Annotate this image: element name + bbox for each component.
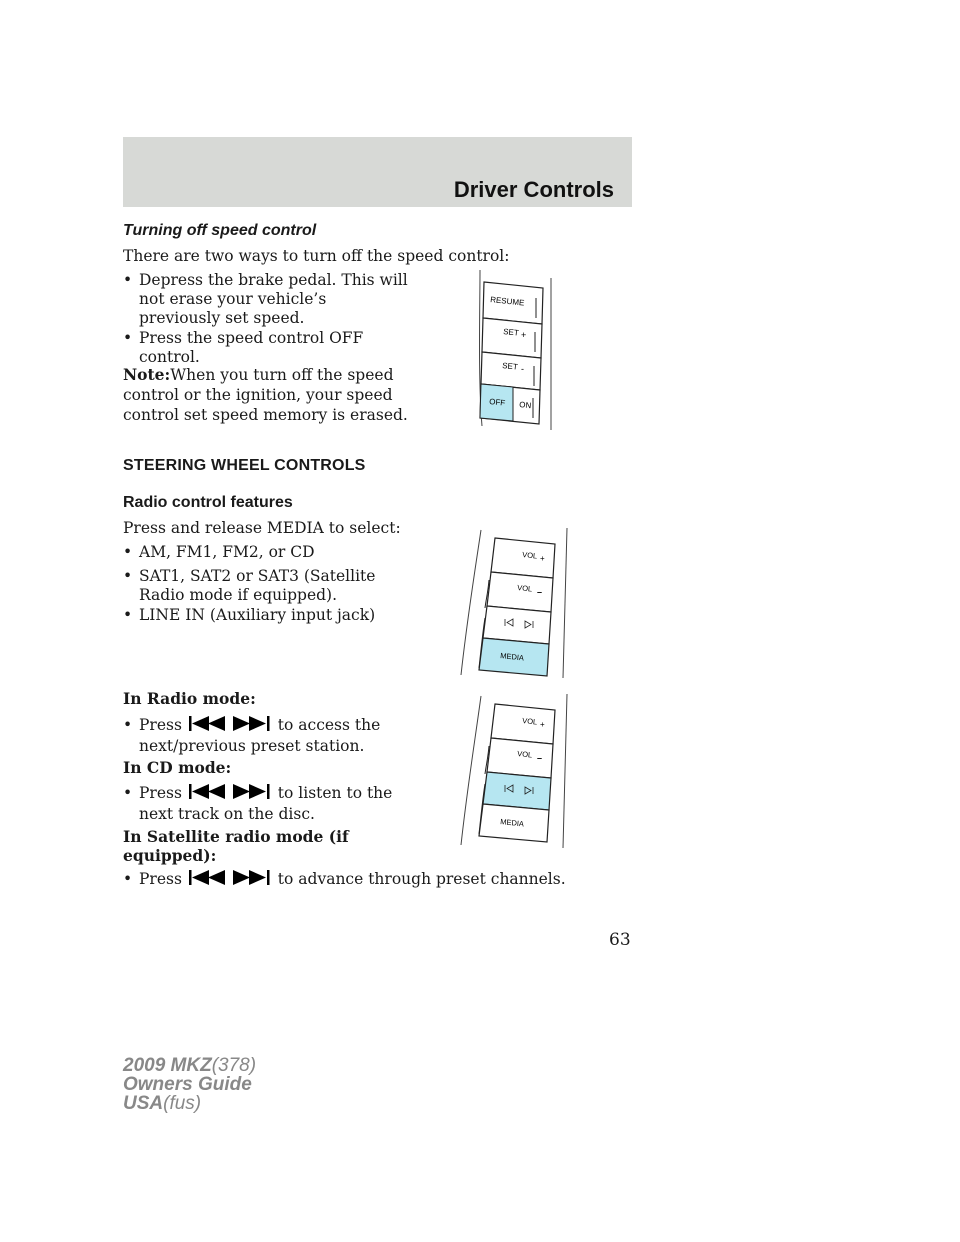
vol-plus-label: VOL xyxy=(521,550,538,561)
bullet-sat: • SAT1, SAT2 or SAT3 (Satellite Radio mode if equipped). xyxy=(123,567,376,604)
plus-sign: + xyxy=(521,330,527,340)
minus-sign: - xyxy=(521,364,524,374)
vol-minus-sign: – xyxy=(537,587,543,597)
vol-plus-label: VOL xyxy=(521,716,538,727)
sat-mode-bullet: • Press to advance through preset channels. xyxy=(123,870,566,888)
set-minus-label: SET xyxy=(501,361,519,372)
radio-mode-heading: In Radio mode: xyxy=(123,689,256,708)
seek-icon xyxy=(187,869,273,887)
cd-mode-heading: In CD mode: xyxy=(123,758,232,777)
steering-heading: STEERING WHEEL CONTROLS xyxy=(123,457,366,474)
bullet-am-fm-cd: • AM, FM1, FM2, or CD xyxy=(123,543,315,561)
vol-minus-sign: – xyxy=(537,753,543,763)
speed-control-note: Note:When you turn off the speed control or the ignition, your speed control set speed memory is erased. xyxy=(123,365,408,424)
header-band xyxy=(123,137,632,207)
radio-mode-bullet: • Press to access the next/previous preset station. xyxy=(123,716,381,755)
on-label: ON xyxy=(518,400,532,411)
set-plus-label: SET xyxy=(502,327,520,338)
speed-control-intro: There are two ways to turn off the speed control: xyxy=(123,247,510,265)
footer: 2009 MKZ(378) Owners Guide USA(fus) xyxy=(123,1055,257,1114)
note-label: Note: xyxy=(123,365,171,384)
media-label: MEDIA xyxy=(499,651,525,663)
cd-mode-bullet: • Press to listen to the next track on the disc. xyxy=(123,784,393,823)
radio-features-subheading: Radio control features xyxy=(123,494,293,511)
speed-control-heading: Turning off speed control xyxy=(123,222,317,239)
seek-icon xyxy=(187,783,273,801)
vol-plus-sign: + xyxy=(540,554,545,563)
vol-minus-label: VOL xyxy=(516,583,533,594)
vol-minus-label: VOL xyxy=(516,749,533,760)
media-label: MEDIA xyxy=(499,817,525,829)
bullet-brake: • Depress the brake pedal. This will not erase your vehicle’s previously set speed. xyxy=(123,271,408,327)
page-number: 63 xyxy=(609,930,631,950)
bullet-off-control: • Press the speed control OFF control. xyxy=(123,329,364,366)
speed-control-panel-illustration xyxy=(470,268,560,433)
off-label: OFF xyxy=(488,397,506,408)
sat-mode-heading: In Satellite radio mode (if equipped): xyxy=(123,827,349,865)
media-panel-illustration xyxy=(455,520,575,680)
seek-panel-illustration xyxy=(455,690,575,850)
bullet-line-in: • LINE IN (Auxiliary input jack) xyxy=(123,606,376,624)
vol-plus-sign: + xyxy=(540,720,545,729)
seek-icon xyxy=(187,715,273,733)
media-intro: Press and release MEDIA to select: xyxy=(123,519,401,537)
section-title: Driver Controls xyxy=(453,177,614,202)
resume-label: RESUME xyxy=(489,295,525,308)
